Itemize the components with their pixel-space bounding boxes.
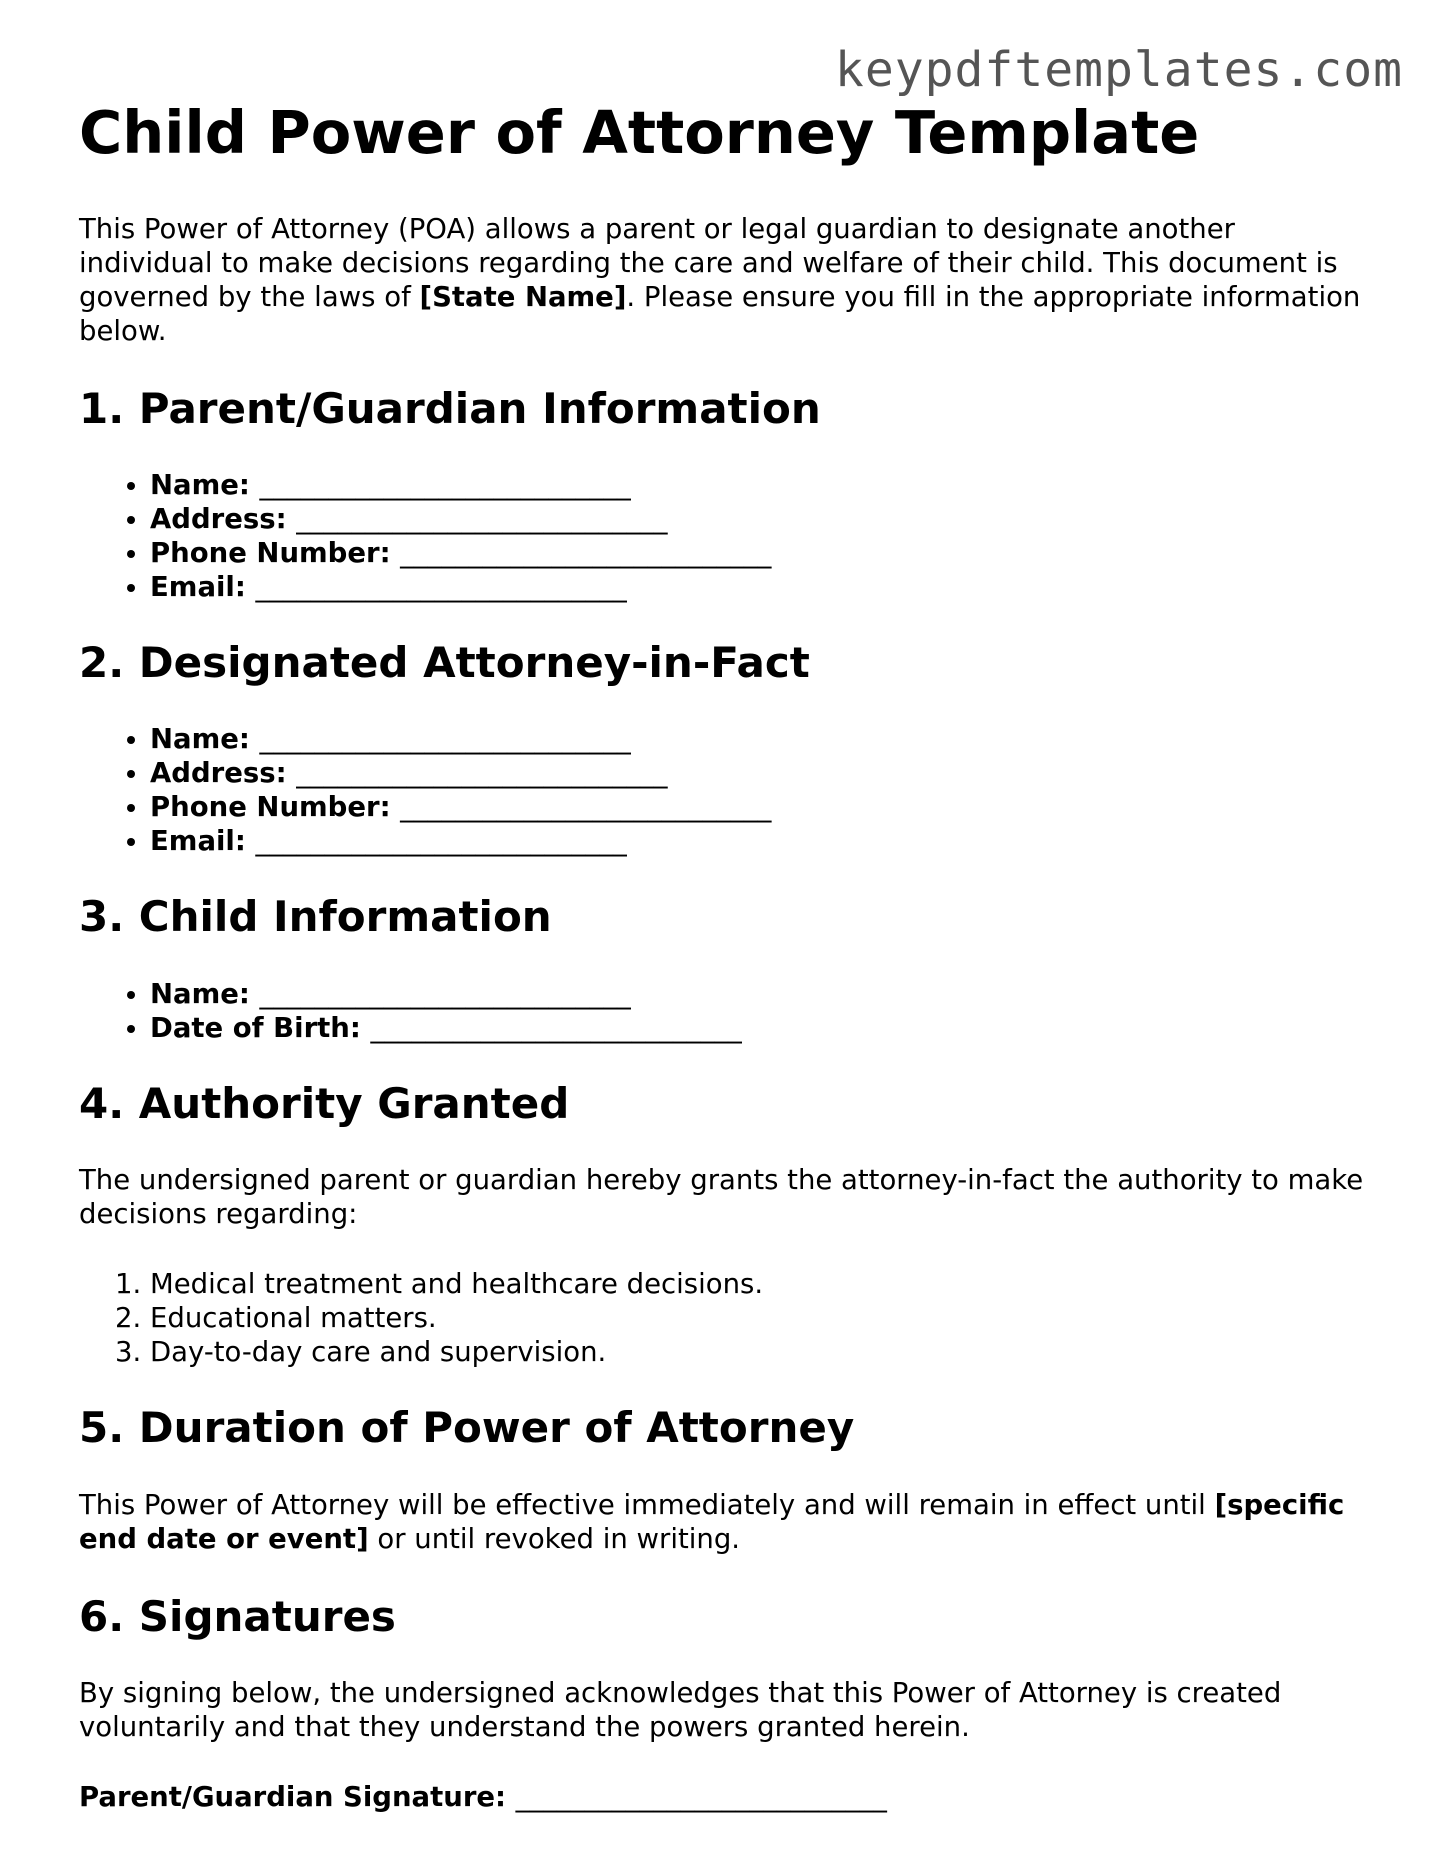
- signatures-paragraph: By signing below, the undersigned acknowledges that this Power of Attorney is created voluntarily and that they understand the powers granted herein.: [79, 1676, 1282, 1743]
- attorney-fields: [79, 722, 1369, 858]
- field-parent-name: • Name: ___________________________: [150, 468, 1369, 502]
- section-heading-attorney-in-fact: 2. Designated Attorney-in-Fact: [79, 638, 810, 687]
- section-heading-parent-guardian: 1. Parent/Guardian Information: [79, 383, 821, 433]
- authority-item: 2. Educational matters.: [150, 1301, 1369, 1335]
- blank-line: ___________________________: [259, 977, 631, 1010]
- watermark-text: keypdftemplates.com: [834, 42, 1403, 98]
- end-date-placeholder: [specific end date or event]: [79, 1488, 1345, 1555]
- field-child-dob: • Date of Birth: ___________________________: [150, 1011, 1369, 1045]
- section-heading-duration: 5. Duration of Power of Attorney: [79, 1403, 855, 1453]
- blank-line: ___________________________: [255, 571, 627, 603]
- blank-line: ___________________________: [296, 757, 668, 790]
- field-attorney-phone: • Phone Number: ___________________________: [150, 790, 1369, 824]
- state-name-placeholder: [State Name]: [419, 280, 627, 313]
- parent-signature-line: Parent/Guardian Signature: ___________________________: [79, 1780, 887, 1813]
- authority-item: 1. Medical treatment and healthcare decisions.: [150, 1267, 1369, 1301]
- blank-line: ___________________________: [296, 503, 668, 535]
- field-attorney-name: • Name: ___________________________: [150, 722, 1369, 756]
- field-attorney-address: • Address: ___________________________: [150, 756, 1369, 790]
- duration-paragraph: This Power of Attorney will be effective immediately and will remain in effect until [specific end date or event] or until revoked in writing.: [79, 1488, 1345, 1555]
- document-page: [79, 98, 1369, 1814]
- parent-guardian-fields: [79, 468, 1369, 604]
- blank-line: ___________________________: [370, 1011, 742, 1044]
- intro-paragraph: This Power of Attorney (POA) allows a parent or legal guardian to designate another individual to make decisions regarding the care and welfare of their child. This document is governed by the laws of [State Name]. Please ensure you fill in the appropriate information below.: [79, 212, 1361, 347]
- child-fields: [79, 977, 1369, 1045]
- field-parent-address: • Address: ___________________________: [150, 502, 1369, 536]
- section-heading-child-info: 3. Child Information: [79, 892, 552, 942]
- field-parent-email: • Email: ___________________________: [150, 570, 1369, 604]
- blank-line: ___________________________: [259, 723, 631, 756]
- blank-line: ___________________________: [400, 791, 772, 824]
- document-title: Child Power of Attorney Template: [79, 98, 1200, 167]
- field-parent-phone: • Phone Number: ___________________________: [150, 536, 1369, 570]
- blank-line: ___________________________: [259, 469, 631, 501]
- blank-line: ___________________________: [515, 1780, 887, 1813]
- authority-list: [79, 1267, 1369, 1369]
- authority-paragraph: The undersigned parent or guardian hereby grants the attorney-in-fact the authority to make decisions regarding:: [79, 1164, 1364, 1231]
- section-heading-signatures: 6. Signatures: [79, 1591, 396, 1641]
- field-child-name: • Name: ___________________________: [150, 977, 1369, 1011]
- blank-line: ___________________________: [400, 537, 772, 569]
- field-attorney-email: • Email: ___________________________: [150, 824, 1369, 858]
- authority-item: 3. Day-to-day care and supervision.: [150, 1335, 1369, 1369]
- section-heading-authority: 4. Authority Granted: [79, 1078, 570, 1128]
- blank-line: ___________________________: [255, 825, 627, 858]
